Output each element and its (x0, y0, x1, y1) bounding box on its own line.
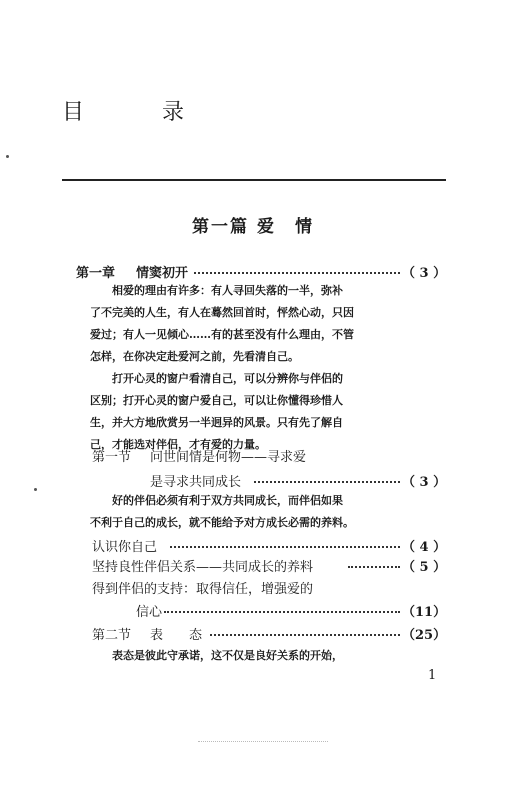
summary-line: 己，才能选对伴侣，才有爱的力量。 (90, 438, 266, 451)
leader-dots (170, 546, 400, 548)
chapter-page: （ 3 ） (402, 266, 447, 281)
section-page: （25） (402, 628, 447, 643)
part-title: 第一篇 爱 情 (192, 217, 314, 237)
toc-entry-page: （ 5 ） (402, 560, 447, 575)
leader-dots (210, 634, 400, 636)
summary-line: 相爱的理由有许多：有人寻回失落的一半，弥补 (112, 284, 343, 297)
scan-speck (34, 488, 37, 491)
leader-dots (194, 272, 400, 274)
section-title: 表 态 (150, 628, 203, 643)
summary-line: 怎样，在你决定赴爱河之前，先看清自己。 (90, 350, 299, 363)
summary-line: 好的伴侣必须有利于双方共同成长，而伴侣如果 (112, 494, 343, 507)
summary-line: 区别；打开心灵的窗户爱自己，可以让你懂得珍惜人 (90, 394, 343, 407)
scan-speck (6, 155, 9, 158)
chapter-summary-1 (90, 280, 354, 368)
page-number: 1 (428, 668, 437, 683)
section-title: 问世间情是何物——寻求爱 (150, 450, 307, 465)
summary-line: 生，并大方地欣赏另一半迥异的风景。只有先了解自 (90, 416, 343, 429)
chapter-summary-2 (90, 368, 343, 456)
summary-line: 不利于自己的成长，就不能给予对方成长必需的养料。 (90, 516, 354, 529)
summary-line: 爱过；有人一见倾心……有的甚至没有什么理由，不管 (90, 328, 354, 341)
scan-smudge (198, 741, 328, 742)
leader-dots (164, 611, 400, 613)
chapter-label: 第一章 (76, 266, 116, 281)
toc-entry-page: （11） (402, 605, 447, 620)
summary-line: 打开心灵的窗户看清自己，可以分辨你与伴侣的 (112, 372, 343, 385)
section-label: 第一节 (92, 450, 132, 465)
section-label: 第二节 (92, 628, 132, 643)
toc-entry-title: 得到伴侣的支持：取得信任，增强爱的 (92, 582, 314, 597)
section-title-cont: 是寻求共同成长 (150, 475, 242, 490)
section-summary (90, 490, 354, 534)
summary-line: 了不完美的人生，有人在蓦然回首时，怦然心动，只因 (90, 306, 354, 319)
leader-dots (348, 566, 400, 568)
toc-entry-title: 坚持良性伴侣关系——共同成长的养料 (92, 560, 314, 575)
section-page: （ 3 ） (402, 475, 447, 490)
chapter-title: 情窦初开 (136, 266, 189, 281)
section-summary: 表态是彼此守承诺，这不仅是良好关系的开始， (112, 649, 343, 662)
divider-rule (62, 179, 446, 181)
toc-entry-title: 认识你自己 (92, 540, 158, 555)
leader-dots (254, 481, 400, 483)
toc-entry-title-cont: 信心 (136, 605, 163, 620)
toc-entry-page: （ 4 ） (402, 540, 447, 555)
page-title: 目 录 (62, 100, 213, 125)
